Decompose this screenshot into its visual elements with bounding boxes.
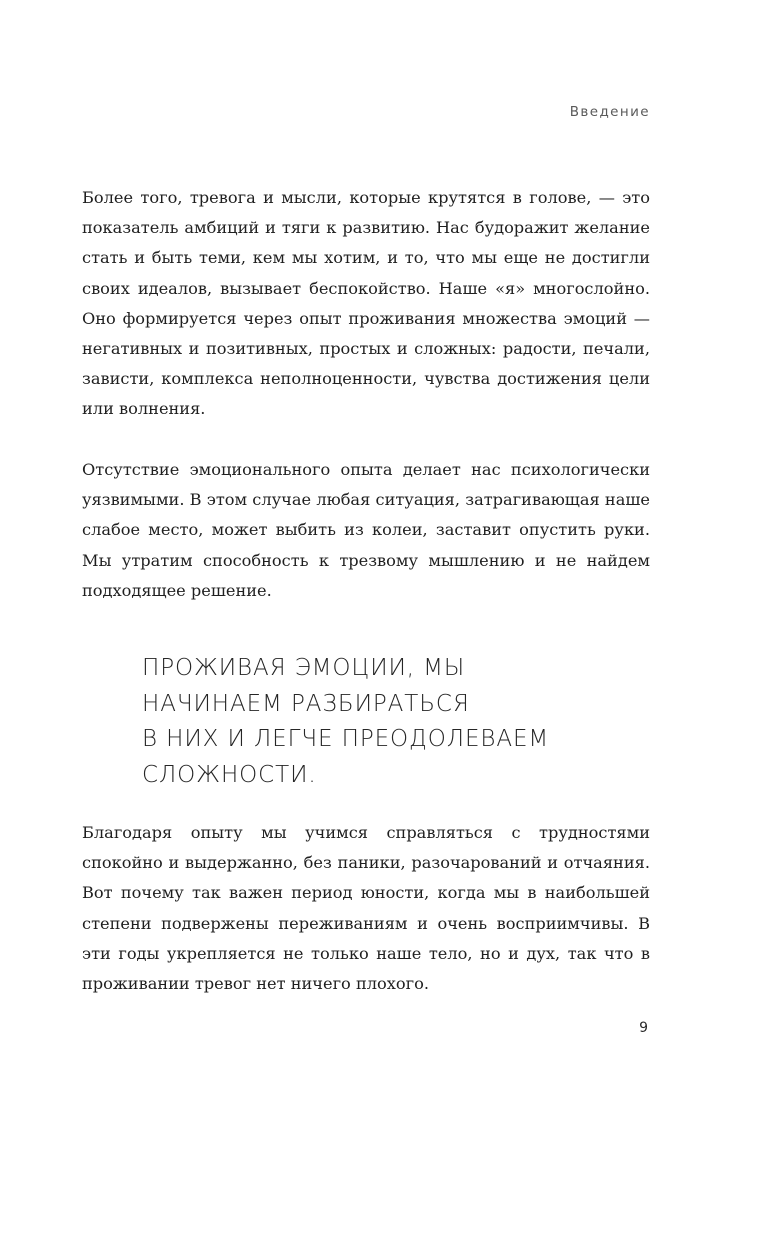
pull-quote-line: ПРОЖИВАЯ ЭМОЦИИ, МЫ	[142, 655, 466, 681]
paragraph-3: Благодаря опыту мы учимся справляться с трудностями спокойно и выдержанно, без паники, разочарований и отчаяния. Вот почему так важен период юности, когда мы в наибольшей степени подвержены переживаниям и очень восприимчивы. В эти годы укрепляется не только наше тело, но и дух, так что в проживании тревог нет ничего плохого.	[82, 823, 650, 994]
pull-quote-line: В НИХ И ЛЕГЧЕ ПРЕОДОЛЕВАЕМ	[142, 726, 550, 752]
pull-quote-line: СЛОЖНОСТИ.	[142, 761, 317, 788]
paragraph-2: Отсутствие эмоционального опыта делает нас психологически уязвимыми. В этом случае любая ситуация, затрагивающая наше слабое место, может выбить из колеи, заставит опустить руки. Мы утратим способность к трезвому мышлению и не найдем подходящее решение.	[82, 460, 650, 600]
pull-quote	[142, 651, 662, 793]
running-header: Введение	[569, 104, 650, 120]
pull-quote-line: НАЧИНАЕМ РАЗБИРАТЬСЯ	[142, 690, 470, 717]
paragraph-1: Более того, тревога и мысли, которые крутятся в голове, — это показатель амбиций и тяги к развитию. Нас будоражит желание стать и быть теми, кем мы хотим, и то, что мы еще не достигли своих идеалов, вызывает беспокойство. Наше «я» многослойно. Оно формируется через опыт проживания множества эмоций — негативных и позитивных, простых и сложных: радости, печали, зависти, комплекса неполноценности, чувства достижения цели или волнения.	[82, 188, 650, 419]
page-number: 9	[639, 1020, 648, 1036]
